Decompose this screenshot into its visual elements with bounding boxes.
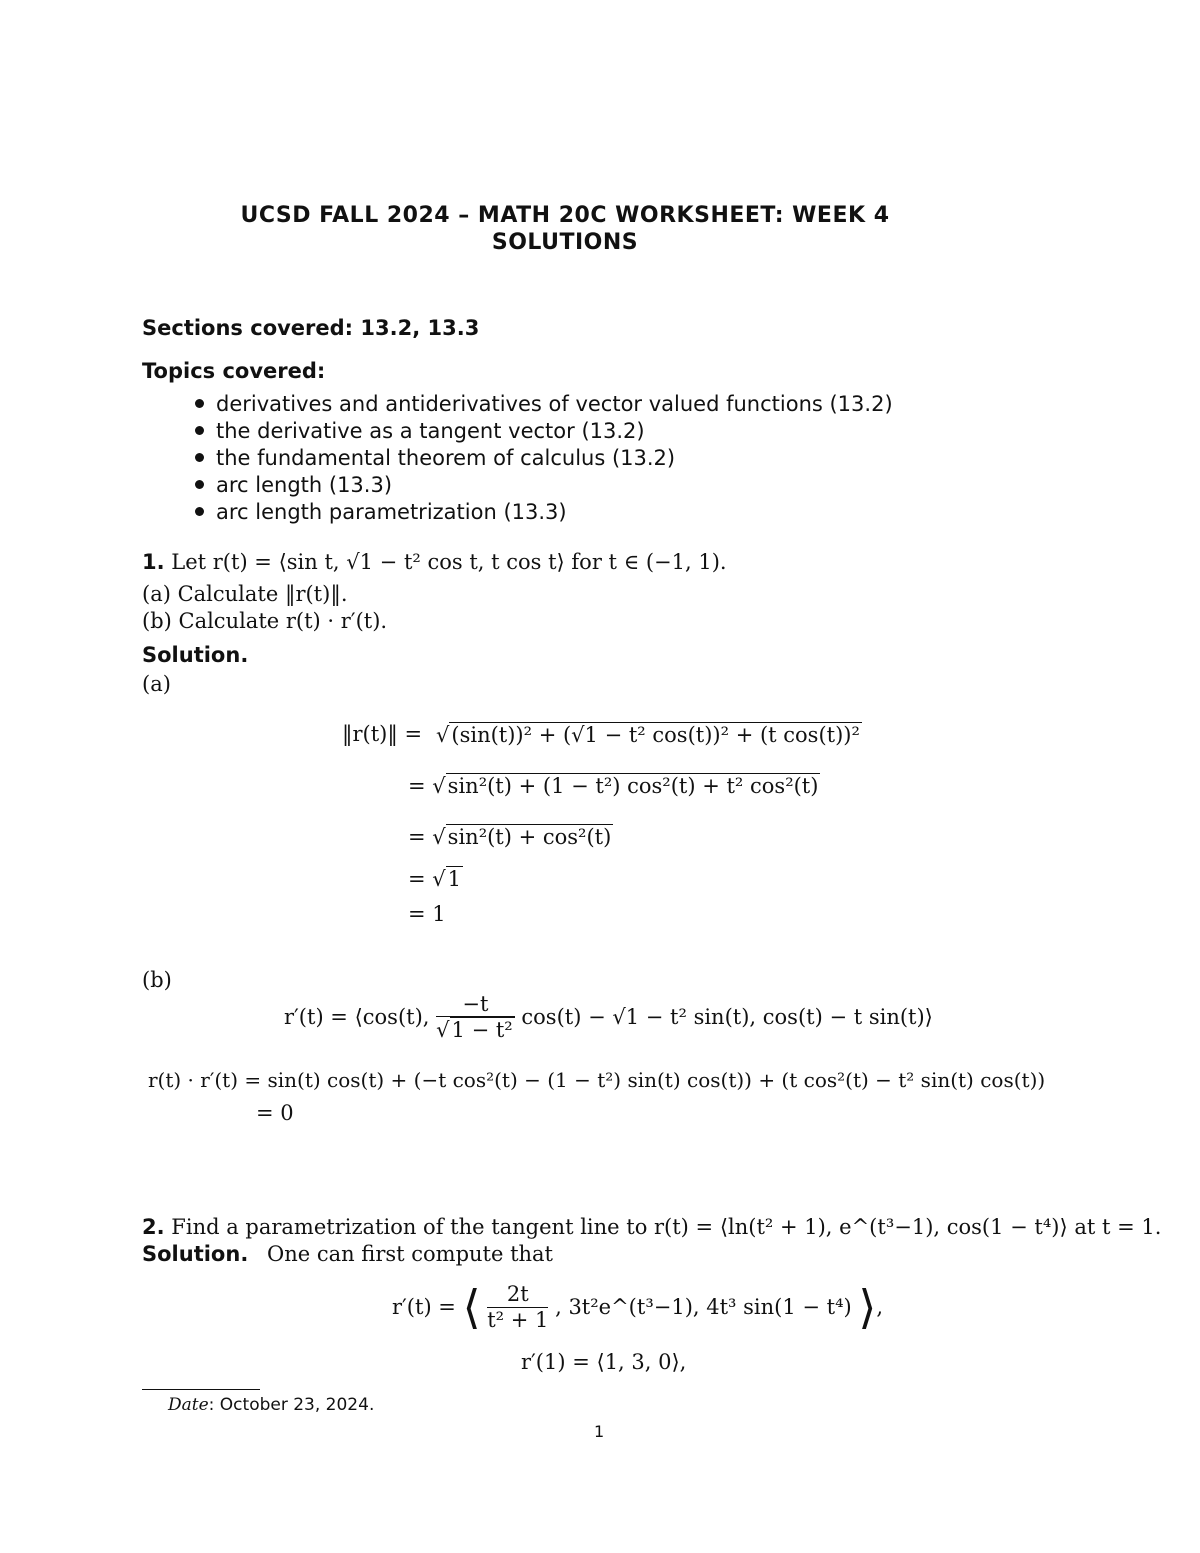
list-item: arc length (13.3) bbox=[195, 473, 392, 497]
problem-1-part-b: (b) Calculate r(t) · r′(t). bbox=[142, 609, 388, 633]
footnote-divider bbox=[142, 1389, 260, 1390]
part-b-label: (b) bbox=[142, 968, 172, 992]
page-number: 1 bbox=[594, 1422, 605, 1441]
list-item: derivatives and antiderivatives of vector valued functions (13.2) bbox=[195, 392, 893, 416]
left-angle-icon: ⟨ bbox=[462, 1280, 481, 1334]
list-item: arc length parametrization (13.3) bbox=[195, 500, 567, 524]
bullet-icon bbox=[195, 507, 204, 516]
bullet-icon bbox=[195, 399, 204, 408]
sqrt-icon: √ bbox=[432, 825, 446, 849]
equation-norm-step-5: = 1 bbox=[408, 902, 446, 926]
equation-norm-step-4: = √1 bbox=[408, 867, 462, 891]
problem-1-statement: 1. Let r(t) = ⟨sin t, √1 − t² cos t, t cos t⟩ for t ∈ (−1, 1). bbox=[142, 550, 727, 574]
sqrt-icon: √ bbox=[432, 774, 446, 798]
right-angle-icon: ⟩ bbox=[858, 1280, 877, 1334]
sqrt-icon: √ bbox=[436, 723, 450, 747]
equation-derivative: r′(t) = ⟨cos(t), $\frac{-t}{\text{√1 − t²}}$ cos(t) − √1 − t² sin(t), cos(t) − t sin(t)⟩ bbox=[284, 992, 933, 1043]
sqrt-icon: √ bbox=[432, 867, 446, 891]
equation-dot-product-result: = 0 bbox=[256, 1101, 294, 1125]
bullet-icon bbox=[195, 480, 204, 489]
equation-norm-step-1: √(sin(t))² + (√1 − t² cos(t))² + (t cos(t))² bbox=[436, 723, 860, 747]
bullet-icon bbox=[195, 426, 204, 435]
title-line-1: UCSD FALL 2024 – MATH 20C WORKSHEET: WEEK 4 bbox=[240, 203, 890, 228]
topics-covered-label: Topics covered: bbox=[142, 359, 326, 383]
fraction: $\frac{2t}{\text{t² + 1}}$ bbox=[487, 1282, 549, 1332]
part-a-label: (a) bbox=[142, 672, 171, 696]
equation-dot-product: r(t) · r′(t) = sin(t) cos(t) + (−t cos²(t) − (1 − t²) sin(t) cos(t)) + (t cos²(t) − t² sin(t) cos(t)) bbox=[148, 1068, 1046, 1092]
problem-2-solution: Solution. One can first compute that bbox=[142, 1242, 553, 1266]
problem-2-statement: 2. Find a parametrization of the tangent line to r(t) = ⟨ln(t² + 1), e^(t³−1), cos(1 − t⁴)⟩ at t = 1. bbox=[142, 1215, 1162, 1239]
bullet-icon bbox=[195, 453, 204, 462]
equation-norm-step-2: = √sin²(t) + (1 − t²) cos²(t) + t² cos²(t) bbox=[408, 774, 819, 798]
list-item: the derivative as a tangent vector (13.2) bbox=[195, 419, 645, 443]
problem-1-part-a: (a) Calculate ‖r(t)‖. bbox=[142, 582, 348, 606]
footnote-date: Date: October 23, 2024. bbox=[168, 1395, 375, 1415]
solution-label: Solution. bbox=[142, 643, 249, 667]
sections-covered: Sections covered: 13.2, 13.3 bbox=[142, 316, 480, 340]
equation-tangent-at-1: r′(1) = ⟨1, 3, 0⟩, bbox=[521, 1350, 687, 1374]
fraction: $\frac{-t}{\text{√1 − t²}}$ bbox=[436, 992, 513, 1043]
equation-norm-lhs: ‖r(t)‖ = bbox=[342, 722, 423, 746]
title-line-2: SOLUTIONS bbox=[491, 230, 639, 255]
list-item: the fundamental theorem of calculus (13.2) bbox=[195, 446, 675, 470]
equation-tangent-derivative: r′(t) = ⟨ $\frac{2t}{\text{t² + 1}}$ , 3t²e^(t³−1), 4t³ sin(1 − t⁴) ⟩, bbox=[392, 1280, 884, 1334]
equation-norm-step-3: = √sin²(t) + cos²(t) bbox=[408, 825, 612, 849]
